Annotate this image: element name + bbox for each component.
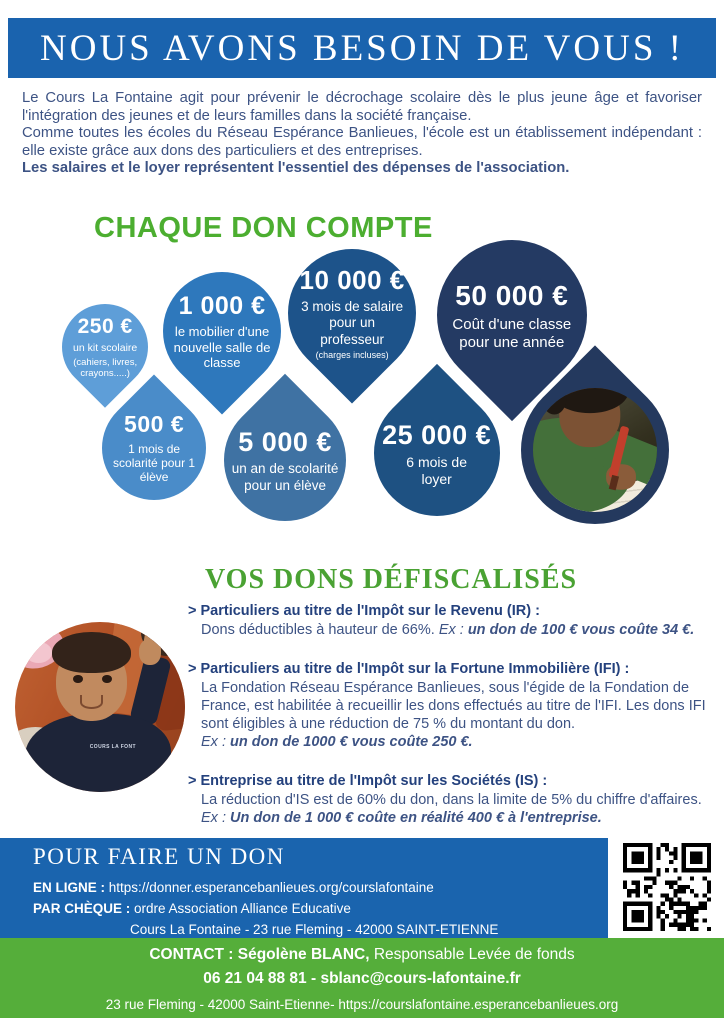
tax-item-ifi <box>188 660 714 751</box>
tax-item-body: La Fondation Réseau Espérance Banlieues, sous l'égide de la Fondation de France, est habilitée à recueillir les dons effectués au titre de l'IFI. Les dons IFI sont éligibles à une réduction de 75 % du montant du don. <box>201 680 706 732</box>
drop-description: un an de scolarité pour un élève <box>231 461 339 493</box>
eye <box>73 675 83 684</box>
example-label: Ex : <box>438 622 464 638</box>
qr-code-pattern <box>623 843 711 931</box>
tax-item-is <box>188 772 714 827</box>
example-label: Ex : <box>201 734 226 750</box>
cheque-order: ordre Association Alliance Educative <box>134 901 351 916</box>
cheque-address: Cours La Fontaine - 23 rue Fleming - 42000 SAINT-ETIENNE <box>130 922 499 937</box>
drop-description: 6 mois de loyer <box>406 453 468 487</box>
smile <box>80 695 104 709</box>
drop-description: Coût d'une classe pour une année <box>452 315 572 351</box>
contact-label: CONTACT : Ségolène BLANC, <box>149 946 370 963</box>
drop-description: 1 mois de scolarité pour 1 élève <box>112 441 196 485</box>
drop-description: le mobilier d'une nouvelle salle de classe <box>173 324 271 371</box>
contact-footer <box>0 938 724 1018</box>
eye <box>102 675 112 684</box>
drop-description: 3 mois de salaire pour un professeur <box>300 299 404 347</box>
tax-item-title: > Particuliers au titre de l'Impôt sur la Fortune Immobilière (IFI) : <box>188 661 630 677</box>
cheque-label: PAR CHÈQUE : <box>33 901 131 916</box>
sweatshirt-logo-text: COURS LA FONT <box>89 744 136 751</box>
donations-heading: CHAQUE DON COMPTE <box>94 212 433 244</box>
example-text: un don de 1000 € vous coûte 250 €. <box>230 734 473 750</box>
intro-paragraph-2: Comme toutes les écoles du Réseau Espérance Banlieues, l'école est un établissement indépendant : elle existe grâce aux dons des particuliers et des entreprises. <box>22 125 702 159</box>
tax-heading: VOS DONS DÉFISCALISÉS <box>205 564 578 595</box>
drop-amount: 1 000 € <box>178 292 266 321</box>
tax-item-body: La réduction d'IS est de 60% du don, dans la limite de 5% du chiffre d'affaires. <box>201 792 702 808</box>
online-label: EN LIGNE : <box>33 880 106 895</box>
tax-item-title: > Entreprise au titre de l'Impôt sur les Sociétés (IS) : <box>188 773 548 789</box>
drop-amount: 5 000 € <box>238 427 332 458</box>
qr-code <box>620 840 714 934</box>
tax-item-title: > Particuliers au titre de l'Impôt sur le Revenu (IR) : <box>188 603 540 619</box>
drop-description: un kit scolaire <box>72 342 138 355</box>
intro-paragraph-bold: Les salaires et le loyer représentent l'essentiel des dépenses de l'association. <box>22 160 570 177</box>
tax-item-body: Dons déductibles à hauteur de 66%. <box>201 622 435 638</box>
tax-item-ir <box>188 602 714 639</box>
donate-section <box>0 838 608 938</box>
tax-items <box>188 602 714 848</box>
sweatshirt <box>25 714 171 792</box>
contact-role: Responsable Levée de fonds <box>373 946 575 963</box>
drop-amount: 25 000 € <box>382 419 492 450</box>
donate-heading: POUR FAIRE UN DON <box>33 844 285 869</box>
donate-cheque-line <box>33 898 608 919</box>
drop-note: (charges incluses) <box>315 349 389 360</box>
drop-amount: 50 000 € <box>455 279 569 311</box>
intro-paragraph-1: Le Cours La Fontaine agit pour prévenir le décrochage scolaire dès le plus jeune âge et favoriser l'intégration des jeunes et de leurs familles dans la société française. <box>22 90 702 124</box>
donation-url-link[interactable]: https://donner.esperancebanlieues.org/courslafontaine <box>108 880 434 895</box>
drop-amount: 500 € <box>123 411 185 438</box>
hair <box>52 632 130 673</box>
separator: - <box>310 970 317 987</box>
phone-link[interactable]: 06 21 04 88 81 <box>203 970 307 987</box>
pink-shape <box>25 642 52 662</box>
footer-address: 23 rue Fleming - 42000 Saint-Etienne- <box>105 997 335 1012</box>
donate-online-line <box>33 877 608 898</box>
donation-drop-10000 <box>261 222 442 403</box>
email-link[interactable]: sblanc@cours-lafontaine.fr <box>320 970 521 987</box>
example-text: Un don de 1 000 € coûte en réalité 400 € à l'entreprise. <box>230 810 602 826</box>
drop-amount: 10 000 € <box>299 265 405 296</box>
example-label: Ex : <box>201 810 226 826</box>
drop-note: (cahiers, livres, crayons.....) <box>73 357 137 380</box>
drop-amount: 250 € <box>77 315 133 339</box>
page-title: NOUS AVONS BESOIN DE VOUS ! <box>8 18 716 78</box>
example-text: un don de 100 € vous coûte 34 €. <box>467 622 695 638</box>
website-link[interactable]: https://courslafontaine.esperancebanlieues.org <box>338 997 619 1012</box>
photo-child-smiling <box>15 622 185 792</box>
intro-text <box>22 90 702 178</box>
